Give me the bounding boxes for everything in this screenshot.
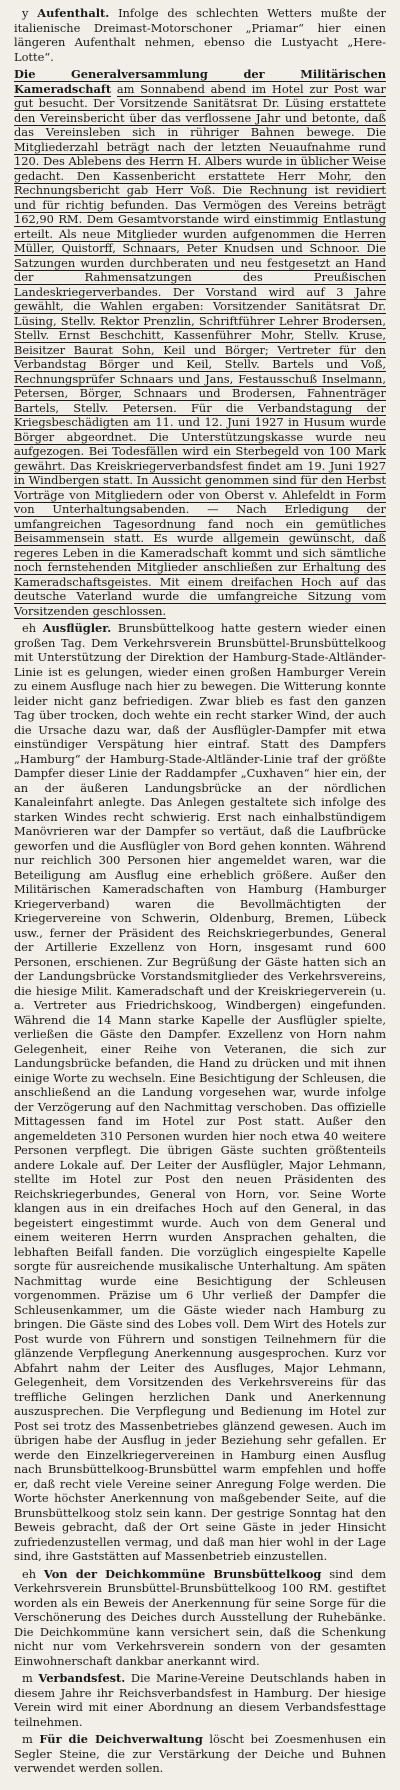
- article-body: löscht bei Zoesmenhusen ein Segler Steine, die zur Verstärkung der Deiche und Buhnen verwendet werden sollen.: [14, 1732, 387, 1775]
- article-lead: Für die Deichverwaltung: [39, 1732, 203, 1746]
- article-deichkommuene: [14, 1567, 386, 1669]
- article-prefix: eh: [22, 1566, 37, 1581]
- article-ausfluegler: [14, 621, 386, 1564]
- article-body: sind dem Verkehrsverein Brunsbüttel-Brunsbüttelkoog 100 RM. gestiftet worden als ein Beweis der Anerkennung für seine Sorge für die Verschönerung des Deiches durch Ausstellung der Ruhebänke. Die Deichkommüne kann versichert sein, daß die Schenkung nicht nur vom Verkehrsverein sondern von der gesamten Einwohnerschaft dankbar anerkannt wird.: [14, 1566, 386, 1668]
- article-lead: Von der Deichkommüne Brunsbüttelkoog: [43, 1566, 322, 1581]
- article-lead: Die Generalversammlung der Militärischen Kameradschaft: [14, 67, 386, 96]
- article-lead: Aufenthalt.: [37, 6, 110, 20]
- article-body: Die Marine-Vereine Deutschlands haben in diesem Jahre ihr Reichsverbandsfest in Hamburg. Der hiesige Verein wird mit einer Abordnung an diesem Verbandsfesttage teilnehmen.: [14, 1671, 386, 1729]
- article-generalversammlung: [14, 67, 386, 618]
- article-lead: Verbandsfest.: [38, 1671, 126, 1685]
- article-body: am Sonnabend abend im Hotel zur Post war gut besucht. Der Vorsitzende Sanitätsrat Dr. Lüsing erstattete den Vereinsbericht über das verflossene Jahr und betonte, daß das Vereinsleben sich in rühriger Bahnen bewege. Die Mitgliederzahl beträgt nach der letzten Neuaufnahme rund 120. Des Ablebens des Herrn H. Albers wurde in üblicher Weise gedacht. Den Kassenbericht erstattete Herr Mohr, den Rechnungsbericht gab Herr Voß. Die Rechnung ist revidiert und für richtig befunden. Das Vermögen des Vereins beträgt 162,90 RM. Dem Gesamtvorstande wird einstimmig Entlastung erteilt. Als neue Mitglieder wurden aufgenommen die Herren Müller, Quistorff, Schnaars, Peter Knudsen und Schnoor. Die Satzungen wurden durchberaten und neu festgesetzt an Hand der Rahmensatzungen des Preußischen Landeskriegerverbandes. Der Vorstand wird auf 3 Jahre gewählt, die Wahlen ergaben: Vorsitzender Sanitätsrat Dr. Lüsing, Stellv. Rektor Prenzlin, Schriftführer Lehrer Brodersen, Stellv. Ernst Beschchitt, Kassenführer Mohr, Stellv. Kruse, Beisitzer Baurat Sohn, Keil und Börger; Vertreter für den Verbandstag Börger und Keil, Stellv. Bartels und Voß, Rechnungsprüfer Schnaars und Jans, Festausschuß Inselmann, Petersen, Börger, Schnaars und Brodersen, Fahnenträger Bartels, Stellv. Petersen. Für die Verbandstagung der Kriegsbeschädigten am 11. und 12. Juni 1927 in Husum wurde Börger abgeordnet. Die Unterstützungskasse wurde neu aufgezogen. Bei Todesfällen wird ein Sterbegeld von 100 Mark gewährt. Das Kreiskriegerverbandsfest findet am 19. Juni 1927 in Windbergen statt. In Aussicht genommen sind für den Herbst Vorträge von Mitgliedern oder von Oberst v. Ahlefeldt in Form von Unterhaltungsabenden. — Nach Erledigung der umfangreichen Tagesordnung fand noch ein gemütliches Beisammensein statt. Es wurde allgemein gewünscht, daß regeres Leben in die Kameradschaft kommt und sich sämtliche noch fernstehenden Mitglieder anschließen zur Erhaltung des Kameradschaftsgeistes. Mit einem dreifachen Hoch auf das deutsche Vaterland wurde die umfangreiche Sitzung vom Vorsitzenden geschlossen.: [14, 81, 386, 618]
- article-lead: Ausflügler.: [42, 621, 112, 635]
- article-prefix: y: [22, 6, 29, 20]
- article-aufenthalt: [14, 6, 386, 64]
- article-prefix: m: [22, 1671, 33, 1685]
- article-prefix: eh: [22, 621, 37, 635]
- article-body: Infolge des schlechten Wetters mußte der italienische Dreimast-Motorschoner „Priamar“ hier einen längeren Aufenthalt nehmen, ebenso die Lustyacht „Here-Lotte“.: [14, 6, 387, 64]
- article-prefix: m: [22, 1732, 33, 1746]
- article-deichverwaltung: [14, 1732, 386, 1776]
- article-verbandsfest: [14, 1671, 386, 1729]
- article-body: Brunsbüttelkoog hatte gestern wieder einen großen Tag. Dem Verkehrsverein Brunsbüttel-Brunsbüttelkoog mit Unterstützung der Direktion der Hamburg-Stade-Altländer-Linie ist es gelungen, wieder einen großen Hamburger Verein zu einem Ausfluge nach hier zu bewegen. Die Witterung konnte leider nicht ganz befriedigen. Zwar blieb es fast den ganzen Tag über trocken, doch wehte ein recht starker Wind, der auch die Ursache dazu war, daß der Ausflügler-Dampfer mit etwa einstündiger Verspätung hier eintraf. Statt des Dampfers „Hamburg“ der Hamburg-Stade-Altländer-Linie traf der größte Dampfer dieser Linie der Raddampfer „Cuxhaven“ hier ein, der an der äußeren Landungsbrücke an der nördlichen Kanaleinfahrt anlegte. Das Anlegen gestaltete sich infolge des starken Windes recht schwierig. Erst nach einhalbstündigem Manövrieren war der Dampfer so vertäut, daß die Laufbrücke geworfen und die Ausflügler von Bord gehen konnten. Während nur reichlich 300 Personen hier angemeldet waren, war die Beteiligung am Ausflug eine erheblich größere. Außer den Militärischen Kameradschaften von Hamburg (Hamburger Kriegerverband) waren die Bevollmächtigten der Kriegervereine von Schwerin, Oldenburg, Bremen, Lübeck usw., ferner der Präsident des Reichskriegerbundes, General der Artillerie Exzellenz von Horn, insgesamt rund 600 Personen, erschienen. Zur Begrüßung der Gäste hatten sich an der Landungsbrücke Vorstandsmitglieder des Verkehrsvereins, die hiesige Milit. Kameradschaft und der Kreiskriegerverein (u. a. Vertreter aus Friedrichskoog, Windbergen) eingefunden. Während die 14 Mann starke Kapelle der Ausflügler spielte, verließen die Gäste den Dampfer. Exzellenz von Horn nahm Gelegenheit, einer Reihe von Veteranen, die sich zur Landungsbrücke befanden, die Hand zu drücken und mit ihnen einige Worte zu wechseln. Eine Besichtigung der Schleusen, die anschließend an die Landung vorgesehen war, wurde infolge der Verzögerung auf den Nachmittag verschoben. Das offizielle Mittagessen fand im Hotel zur Post statt. Außer den angemeldeten 310 Personen wurden hier noch etwa 40 weitere Personen verpflegt. Die übrigen Gäste suchten größtenteils andere Lokale auf. Der Leiter der Ausflügler, Major Lehmann, stellte im Hotel zur Post den neuen Präsidenten des Reichskriegerbundes, General von Horn, vor. Seine Worte klangen aus in ein dreifaches Hoch auf den General, in das begeistert eingestimmt wurde. Auch von dem General und einem weiteren Herrn wurden Ansprachen gehalten, die lebhaften Beifall fanden. Die vorzüglich eingespielte Kapelle sorgte für ausreichende musikalische Unterhaltung. Am späten Nachmittag wurde eine Besichtigung der Schleusen vorgenommen. Präzise um 6 Uhr verließ der Dampfer die Schleusenkammer, um die Gäste wieder nach Hamburg zu bringen. Die Gäste sind des Lobes voll. Dem Wirt des Hotels zur Post wurde von Führern und sonstigen Teilnehmern für die glänzende Verpflegung Anerkennung ausgesprochen. Kurz vor Abfahrt nahm der Leiter des Ausfluges, Major Lehmann, Gelegenheit, dem Vorsitzenden des Verkehrsvereins für das treffliche Gelingen herzlichen Dank und Anerkennung auszusprechen. Die Verpflegung und Bedienung im Hotel zur Post sei trotz des Massenbetriebes glänzend gewesen. Auch im übrigen habe der Ausflug in jeder Beziehung sehr gefallen. Er werde den Einzelkriegervereinen in Hamburg einen Ausflug nach Brunsbüttelkoog-Brunsbüttel warm empfehlen und hoffe er, daß recht viele Vereine seiner Anregung Folge werden. Die Worte höchster Anerkennung von maßgebender Seite, auf die Brunsbüttelkoog stolz sein kann. Der gestrige Sonntag hat den Beweis gebracht, daß der Ort seine Gäste in jeder Hinsicht zufriedenzustellen vermag, und daß man hier wohl in der Lage sind, ihre Gaststätten auf Massenbetrieb einzustellen.: [14, 621, 386, 1563]
